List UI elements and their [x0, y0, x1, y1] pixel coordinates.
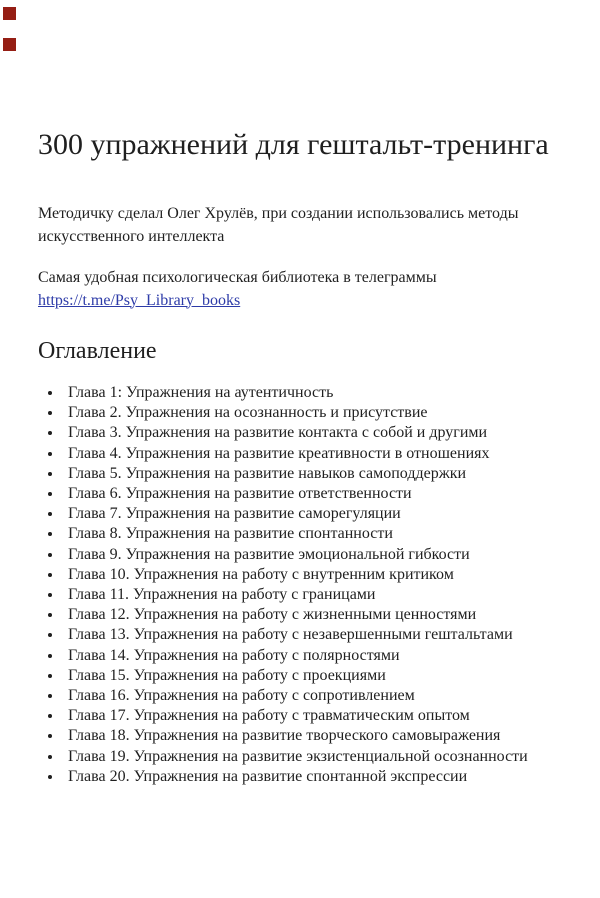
toc-item: Глава 6. Упражнения на развитие ответственности [38, 484, 583, 504]
toc-item: Глава 12. Упражнения на работу с жизненными ценностями [38, 605, 583, 625]
red-square-marker-top [3, 7, 16, 20]
toc-item: Глава 8. Упражнения на развитие спонтанности [38, 524, 583, 544]
toc-item: Глава 15. Упражнения на работу с проекциями [38, 666, 583, 686]
toc-item: Глава 14. Упражнения на работу с полярностями [38, 646, 583, 666]
library-note-text: Самая удобная психологическая библиотека в телеграммы [38, 269, 437, 286]
toc-list [38, 383, 583, 787]
toc-item: Глава 9. Упражнения на развитие эмоциональной гибкости [38, 545, 583, 565]
page-title: 300 упражнений для гештальт-тренинга [38, 128, 549, 161]
library-link[interactable]: https://t.me/Psy_Library_books [38, 291, 241, 309]
toc-item: Глава 20. Упражнения на развитие спонтанной экспрессии [38, 767, 583, 787]
red-square-marker-bottom [3, 38, 16, 51]
byline-text: Методичку сделал Олег Хрулёв, при создании использовались методы искусственного интеллекта [38, 205, 519, 245]
toc-item: Глава 1: Упражнения на аутентичность [38, 383, 583, 403]
toc-item: Глава 11. Упражнения на работу с границами [38, 585, 583, 605]
toc-item: Глава 18. Упражнения на развитие творческого самовыражения [38, 726, 583, 746]
toc-item: Глава 10. Упражнения на работу с внутренним критиком [38, 565, 583, 585]
toc-item: Глава 3. Упражнения на развитие контакта с собой и другими [38, 423, 583, 443]
toc-item: Глава 2. Упражнения на осознанность и присутствие [38, 403, 583, 423]
toc-item: Глава 19. Упражнения на развитие экзистенциальной осознанности [38, 747, 583, 767]
toc-item: Глава 16. Упражнения на работу с сопротивлением [38, 686, 583, 706]
toc-item: Глава 17. Упражнения на работу с травматическим опытом [38, 706, 583, 726]
toc-item: Глава 13. Упражнения на работу с незавершенными гештальтами [38, 625, 583, 645]
library-note [38, 267, 566, 312]
toc-item: Глава 7. Упражнения на развитие саморегуляции [38, 504, 583, 524]
toc-item: Глава 4. Упражнения на развитие креативности в отношениях [38, 444, 583, 464]
toc-heading: Оглавление [38, 338, 157, 364]
toc-item: Глава 5. Упражнения на развитие навыков самоподдержки [38, 464, 583, 484]
